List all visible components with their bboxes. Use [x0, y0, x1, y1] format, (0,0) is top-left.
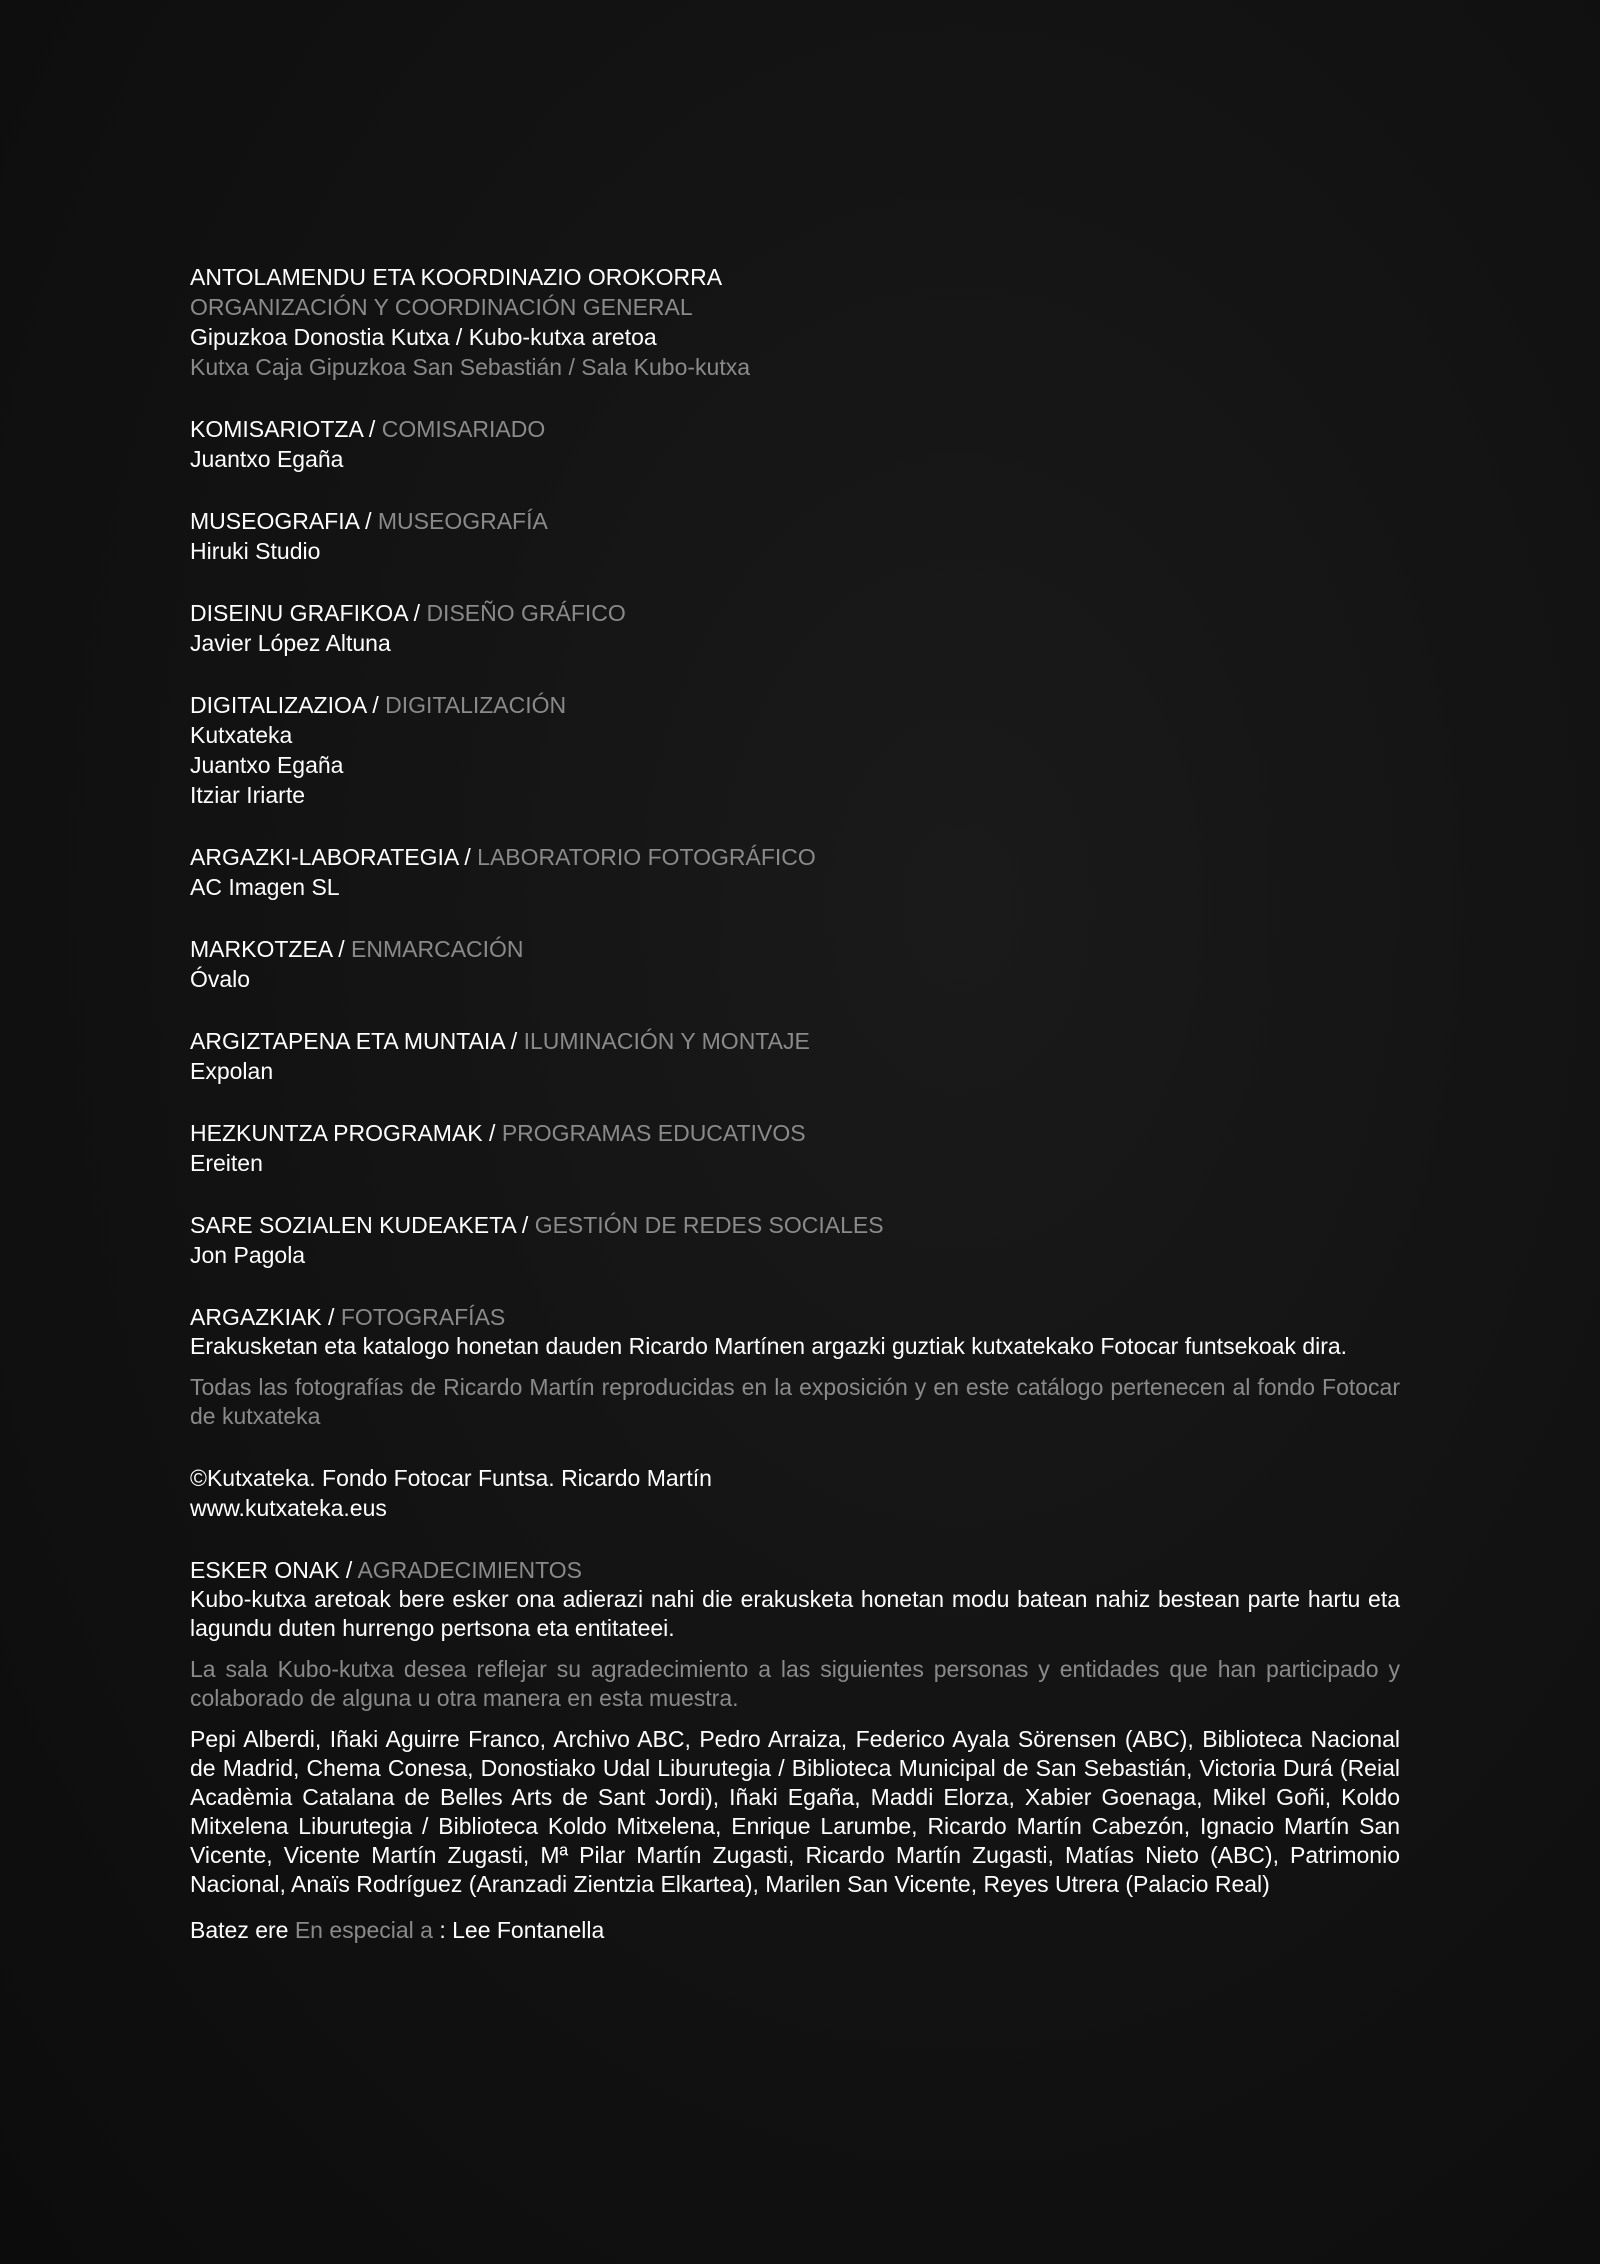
website-link: www.kutxateka.eus: [190, 1495, 387, 1521]
section-framing: MARKOTZEA / ENMARCACIÓN Óvalo: [190, 934, 1400, 994]
org-heading-eu: ANTOLAMENDU ETA KOORDINAZIO OROKORRA: [190, 264, 723, 290]
special-thanks: [190, 1915, 1400, 1945]
org-line-es: Kutxa Caja Gipuzkoa San Sebastián / Sala Kubo-kutxa: [190, 354, 751, 380]
section-heading-es: DIGITALIZACIÓN: [385, 692, 567, 718]
section-heading-es: GESTIÓN DE REDES SOCIALES: [534, 1212, 884, 1238]
section-heading-eu: MARKOTZEA: [190, 936, 332, 962]
credits-list: [190, 414, 1400, 1270]
credit-name: Expolan: [190, 1058, 274, 1084]
section-heading-eu: DIGITALIZAZIOA: [190, 692, 366, 718]
photos-heading-es: FOTOGRAFÍAS: [340, 1304, 506, 1330]
section-acknowledgements: ESKER ONAK / AGRADECIMIENTOS Kubo-kutxa aretoak bere esker ona adierazi nahi die erakusketa honetan modu batean nahiz bestean parte hartu eta lagundu duten hurrengo pertsona eta entitateei. La sala Kubo-kutxa desea reflejar su agradecimiento a las siguientes personas y entidades que han participado y colaborado de alguna u otra manera en esta muestra. Pepi Alberdi, Iñaki Aguirre Franco, Archivo ABC, Pedro Arraiza, Federico Ayala Sörensen (ABC), Biblioteca Nacional de Madrid, Chema Conesa, Donostiako Udal Liburutegia / Biblioteca Municipal de San Sebastián, Victoria Durá (Reial Acadèmia Catalana de Belles Arts de Sant Jordi), Iñaki Egaña, Maddi Elorza, Xabier Goenaga, Mikel Goñi, Koldo Mitxelena Liburutegia / Biblioteca Koldo Mitxelena, Enrique Larumbe, Ricardo Martín Cabezón, Ignacio Martín San Vicente, Vicente Martín Zugasti, Mª Pilar Martín Zugasti, Ricardo Martín Zugasti, Matías Nieto (ABC), Patrimonio Nacional, Anaïs Rodríguez (Aranzadi Zientzia Elkartea), Marilen San Vicente, Reyes Utrera (Palacio Real) Batez ere En especial a : Lee Fontanella: [190, 1557, 1400, 1943]
section-heading-es: COMISARIADO: [381, 416, 546, 442]
section-heading-es: ILUMINACIÓN Y MONTAJE: [523, 1028, 810, 1054]
photos-heading-eu: ARGAZKIAK: [190, 1304, 322, 1330]
section-curator: KOMISARIOTZA / COMISARIADO Juantxo Egaña: [190, 414, 1400, 474]
section-heading-es: PROGRAMAS EDUCATIVOS: [501, 1120, 806, 1146]
credit-name: Kutxateka: [190, 722, 293, 748]
thanks-names: Pepi Alberdi, Iñaki Aguirre Franco, Archivo ABC, Pedro Arraiza, Federico Ayala Sörensen (ABC), Biblioteca Nacional de Madrid, Chema Conesa, Donostiako Udal Liburutegia / Biblioteca Municipal de San Sebastián, Victoria Durá (Reial Acadèmia Catalana de Belles Arts de Sant Jordi), Iñaki Egaña, Maddi Elorza, Xabier Goenaga, Mikel Goñi, Koldo Mitxelena Liburutegia / Biblioteca Koldo Mitxelena, Enrique Larumbe, Ricardo Martín Cabezón, Ignacio Martín San Vicente, Vicente Martín Zugasti, Mª Pilar Martín Zugasti, Ricardo Martín Zugasti, Matías Nieto (ABC), Patrimonio Nacional, Anaïs Rodríguez (Aranzadi Zientzia Elkartea), Marilen San Vicente, Reyes Utrera (Palacio Real): [190, 1726, 1400, 1897]
special-thanks-name: : Lee Fontanella: [439, 1917, 605, 1943]
credit-name: Javier López Altuna: [190, 630, 391, 656]
section-heading-eu: DISEINU GRAFIKOA: [190, 600, 408, 626]
credit-name: Itziar Iriarte: [190, 782, 306, 808]
credit-name: Óvalo: [190, 966, 251, 992]
org-heading-es: ORGANIZACIÓN Y COORDINACIÓN GENERAL: [190, 294, 693, 320]
section-organization: [190, 262, 1400, 382]
section-heading-eu: KOMISARIOTZA: [190, 416, 363, 442]
credit-name: Juantxo Egaña: [190, 446, 344, 472]
thanks-heading-eu: ESKER ONAK: [190, 1557, 340, 1583]
thanks-text-es: La sala Kubo-kutxa desea reflejar su agradecimiento a las siguientes personas y entidades que han participado y colaborado de alguna u otra manera en esta muestra.: [190, 1656, 1400, 1711]
credit-name: Juantxo Egaña: [190, 752, 344, 778]
special-thanks-eu: Batez ere: [190, 1917, 289, 1943]
photos-text-eu: Erakusketan eta katalogo honetan dauden Ricardo Martínen argazki guztiak kutxatekako Fotocar funtsekoak dira.: [190, 1333, 1348, 1359]
credit-name: Hiruki Studio: [190, 538, 321, 564]
section-social-media: SARE SOZIALEN KUDEAKETA / GESTIÓN DE REDES SOCIALES Jon Pagola: [190, 1210, 1400, 1270]
section-copyright: [190, 1463, 1400, 1523]
section-museography: MUSEOGRAFIA / MUSEOGRAFÍA Hiruki Studio: [190, 506, 1400, 566]
section-heading-eu: MUSEOGRAFIA: [190, 508, 359, 534]
credits-content: [190, 262, 1400, 1945]
section-heading-eu: ARGAZKI-LABORATEGIA: [190, 844, 458, 870]
section-heading-eu: HEZKUNTZA PROGRAMAK: [190, 1120, 483, 1146]
special-thanks-es: En especial a: [294, 1917, 433, 1943]
section-heading-es: MUSEOGRAFÍA: [377, 508, 548, 534]
photos-text-es: Todas las fotografías de Ricardo Martín reproducidas en la exposición y en este catálogo pertenecen al fondo Fotocar de kutxateka: [190, 1374, 1400, 1429]
credit-name: Ereiten: [190, 1150, 263, 1176]
copyright-line: ©Kutxateka. Fondo Fotocar Funtsa. Ricardo Martín: [190, 1465, 712, 1491]
section-heading-eu: ARGIZTAPENA ETA MUNTAIA: [190, 1028, 505, 1054]
credit-name: Jon Pagola: [190, 1242, 306, 1268]
section-heading-es: DISEÑO GRÁFICO: [426, 600, 626, 626]
credit-name: AC Imagen SL: [190, 874, 340, 900]
thanks-heading-es: AGRADECIMIENTOS: [357, 1557, 582, 1583]
section-heading-es: LABORATORIO FOTOGRÁFICO: [477, 844, 816, 870]
section-lighting: ARGIZTAPENA ETA MUNTAIA / ILUMINACIÓN Y MONTAJE Expolan: [190, 1026, 1400, 1086]
thanks-text-eu: Kubo-kutxa aretoak bere esker ona adierazi nahi die erakusketa honetan modu batean nahiz bestean parte hartu eta lagundu duten hurrengo pertsona eta entitateei.: [190, 1586, 1400, 1641]
section-photographs: ARGAZKIAK / FOTOGRAFÍAS Erakusketan eta katalogo honetan dauden Ricardo Martínen argazki guztiak kutxatekako Fotocar funtsekoak dira. Todas las fotografías de Ricardo Martín reproducidas en la exposición y en este catálogo pertenecen al fondo Fotocar de kutxateka: [190, 1304, 1400, 1429]
section-graphic-design: DISEINU GRAFIKOA / DISEÑO GRÁFICO Javier López Altuna: [190, 598, 1400, 658]
section-heading-es: ENMARCACIÓN: [351, 936, 524, 962]
org-line-eu: Gipuzkoa Donostia Kutxa / Kubo-kutxa aretoa: [190, 324, 657, 350]
section-education: HEZKUNTZA PROGRAMAK / PROGRAMAS EDUCATIVOS Ereiten: [190, 1118, 1400, 1178]
section-digitization: DIGITALIZAZIOA / DIGITALIZACIÓN Kutxateka Juantxo Egaña Itziar Iriarte: [190, 690, 1400, 810]
section-photo-lab: ARGAZKI-LABORATEGIA / LABORATORIO FOTOGRÁFICO AC Imagen SL: [190, 842, 1400, 902]
section-heading-eu: SARE SOZIALEN KUDEAKETA: [190, 1212, 516, 1238]
